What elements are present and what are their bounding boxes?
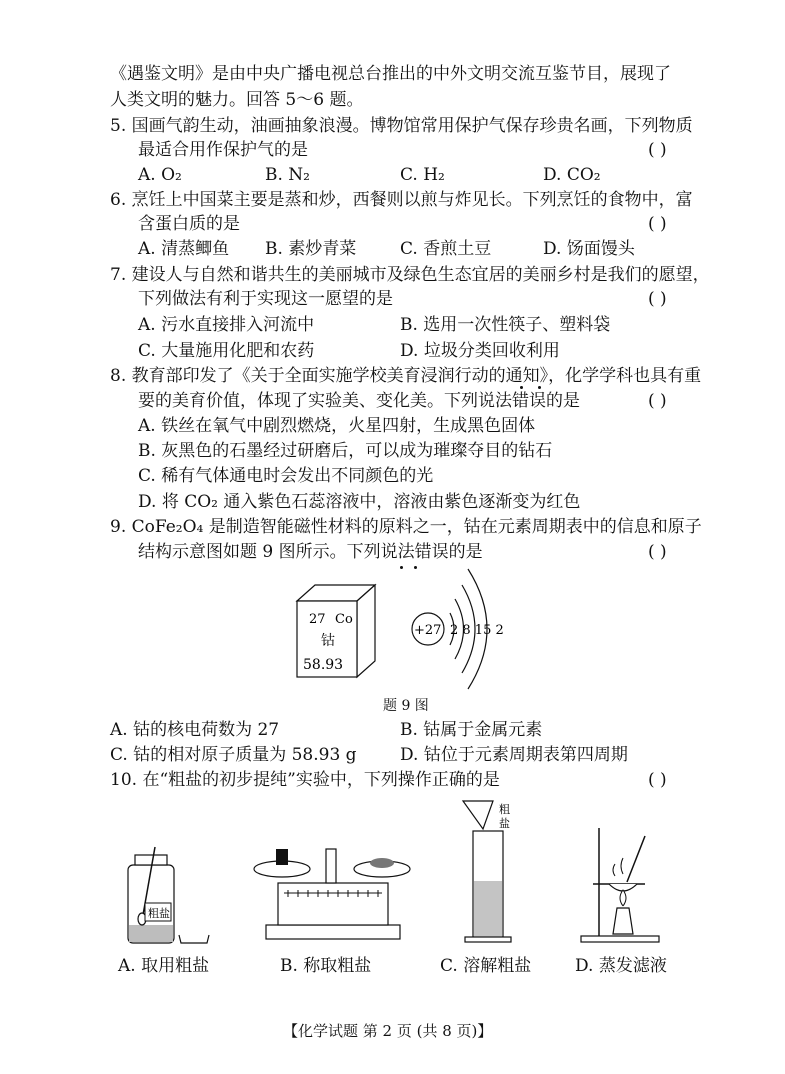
cube-side-face bbox=[357, 585, 375, 677]
element-name: 钴 bbox=[321, 633, 335, 649]
q5-stem-2: 最适合用作保护气的是 bbox=[138, 140, 308, 160]
shell-electron-counts: 2 8 15 2 bbox=[450, 623, 504, 638]
q9-option-a[interactable]: A. 钴的核电荷数为 27 bbox=[110, 720, 280, 740]
balance-base bbox=[266, 925, 400, 939]
beaker-label-top: 粗 bbox=[499, 803, 510, 816]
element-cell-figure bbox=[297, 583, 377, 683]
balance-body bbox=[278, 883, 388, 925]
q9-stem-2: 结构示意图如题 9 图所示。下列说法错误的是 bbox=[138, 542, 483, 562]
dissolving-figure bbox=[455, 795, 525, 945]
q10-option-d[interactable]: D. 蒸发滤液 bbox=[575, 956, 667, 976]
q8-option-b[interactable]: B. 灰黑色的石墨经过研磨后，可以成为璀璨夺目的钻石 bbox=[138, 441, 553, 461]
q5-option-c[interactable]: C. H₂ bbox=[400, 165, 445, 185]
emphasis-dot bbox=[400, 566, 403, 569]
q6-answer-blank[interactable]: ( ) bbox=[648, 214, 667, 234]
steam-wisps bbox=[613, 858, 623, 876]
q6-option-d[interactable]: D. 饧面馒头 bbox=[543, 239, 635, 259]
alcohol-lamp bbox=[613, 908, 633, 934]
q5-option-b[interactable]: B. N₂ bbox=[265, 165, 310, 185]
q8-answer-blank[interactable]: ( ) bbox=[648, 391, 667, 411]
intro-line-2: 人类文明的魅力。回答 5～6 题。 bbox=[110, 90, 364, 110]
q9-answer-blank[interactable]: ( ) bbox=[648, 542, 667, 562]
iron-stand-base bbox=[581, 936, 659, 942]
figure-9-caption: 题 9 图 bbox=[383, 698, 429, 714]
salt-in-jar bbox=[129, 925, 173, 942]
q7-option-c[interactable]: C. 大量施用化肥和农药 bbox=[138, 341, 315, 361]
jar-stopper bbox=[179, 935, 209, 943]
intro-line-1: 《遇鉴文明》是由中央广播电视总台推出的中外文明交流互鉴节目，展现了 bbox=[110, 64, 671, 84]
cylinder-liquid bbox=[474, 881, 502, 936]
q9-option-b[interactable]: B. 钴属于金属元素 bbox=[400, 720, 543, 740]
q8-option-c[interactable]: C. 稀有气体通电时会发出不同颜色的光 bbox=[138, 466, 434, 486]
q6-stem-2: 含蛋白质的是 bbox=[138, 214, 240, 234]
q10-answer-blank[interactable]: ( ) bbox=[648, 770, 667, 790]
jar-label: 粗盐 bbox=[148, 907, 170, 920]
q8-stem-2: 要的美育价值，体现了实验美、变化美。下列说法错误的是 bbox=[138, 391, 580, 411]
element-mass: 58.93 bbox=[303, 657, 344, 673]
evaporation-figure bbox=[575, 826, 665, 946]
q7-stem-1: 7. 建设人与自然和谐共生的美丽城市及绿色生态宜居的美丽乡村是我们的愿望， bbox=[110, 265, 710, 285]
nucleus-charge: +27 bbox=[414, 623, 442, 638]
q8-option-a[interactable]: A. 铁丝在氧气中剧烈燃烧，火星四射，生成黑色固体 bbox=[138, 416, 536, 436]
q7-answer-blank[interactable]: ( ) bbox=[648, 289, 667, 309]
q6-option-c[interactable]: C. 香煎土豆 bbox=[400, 239, 492, 259]
q10-option-b[interactable]: B. 称取粗盐 bbox=[280, 956, 372, 976]
q7-stem-2: 下列做法有利于实现这一愿望的是 bbox=[138, 289, 393, 309]
q7-option-a[interactable]: A. 污水直接排入河流中 bbox=[138, 315, 315, 335]
emphasis-dot bbox=[538, 386, 541, 389]
q9-option-d[interactable]: D. 钴位于元素周期表第四周期 bbox=[400, 745, 628, 765]
weight-block bbox=[276, 849, 288, 865]
reagent-jar-figure bbox=[125, 845, 215, 945]
jar-neck bbox=[135, 855, 167, 865]
element-atomic-number: 27 bbox=[309, 612, 326, 627]
element-symbol: Co bbox=[335, 612, 353, 627]
q5-option-d[interactable]: D. CO₂ bbox=[543, 165, 601, 185]
q6-option-b[interactable]: B. 素炒青菜 bbox=[265, 239, 357, 259]
paper-cone bbox=[463, 801, 493, 829]
balance-figure bbox=[248, 835, 418, 945]
q9-stem-1: 9. CoFe₂O₄ 是制造智能磁性材料的原料之一，钴在元素周期表中的信息和原子 bbox=[110, 517, 702, 537]
q10-stem: 10. 在“粗盐的初步提纯”实验中，下列操作正确的是 bbox=[110, 770, 500, 790]
q7-option-d[interactable]: D. 垃圾分类回收利用 bbox=[400, 341, 560, 361]
q6-stem-1: 6. 烹饪上中国菜主要是蒸和炒，西餐则以煎与炸见长。下列烹饪的食物中，富 bbox=[110, 190, 693, 210]
q10-option-a[interactable]: A. 取用粗盐 bbox=[118, 956, 210, 976]
q7-option-b[interactable]: B. 选用一次性筷子、塑料袋 bbox=[400, 315, 611, 335]
q10-option-c[interactable]: C. 溶解粗盐 bbox=[440, 956, 532, 976]
glass-rod bbox=[627, 836, 645, 882]
atom-structure-figure bbox=[410, 563, 530, 693]
q6-option-a[interactable]: A. 清蒸鲫鱼 bbox=[138, 239, 230, 259]
q8-option-d[interactable]: D. 将 CO₂ 通入紫色石蕊溶液中，溶液由紫色逐渐变为红色 bbox=[138, 492, 581, 512]
flame bbox=[620, 890, 626, 906]
emphasis-dot bbox=[520, 386, 523, 389]
page-footer: 【化学试题 第 2 页 (共 8 页)】 bbox=[283, 1022, 493, 1040]
salt-on-pan bbox=[370, 858, 394, 868]
q8-stem-1: 8. 教育部印发了《关于全面实施学校美育浸润行动的通知》，化学学科也具有重 bbox=[110, 366, 702, 386]
q5-option-a[interactable]: A. O₂ bbox=[138, 165, 182, 185]
q5-answer-blank[interactable]: ( ) bbox=[648, 140, 667, 160]
cylinder-base bbox=[465, 937, 511, 942]
q9-option-c[interactable]: C. 钴的相对原子质量为 58.93 g bbox=[110, 745, 357, 765]
balance-pointer bbox=[326, 849, 336, 883]
q5-stem-1: 5. 国画气韵生动，油画抽象浪漫。博物馆常用保护气保存珍贵名画，下列物质 bbox=[110, 116, 693, 136]
beaker-label-bottom: 盐 bbox=[499, 817, 510, 830]
